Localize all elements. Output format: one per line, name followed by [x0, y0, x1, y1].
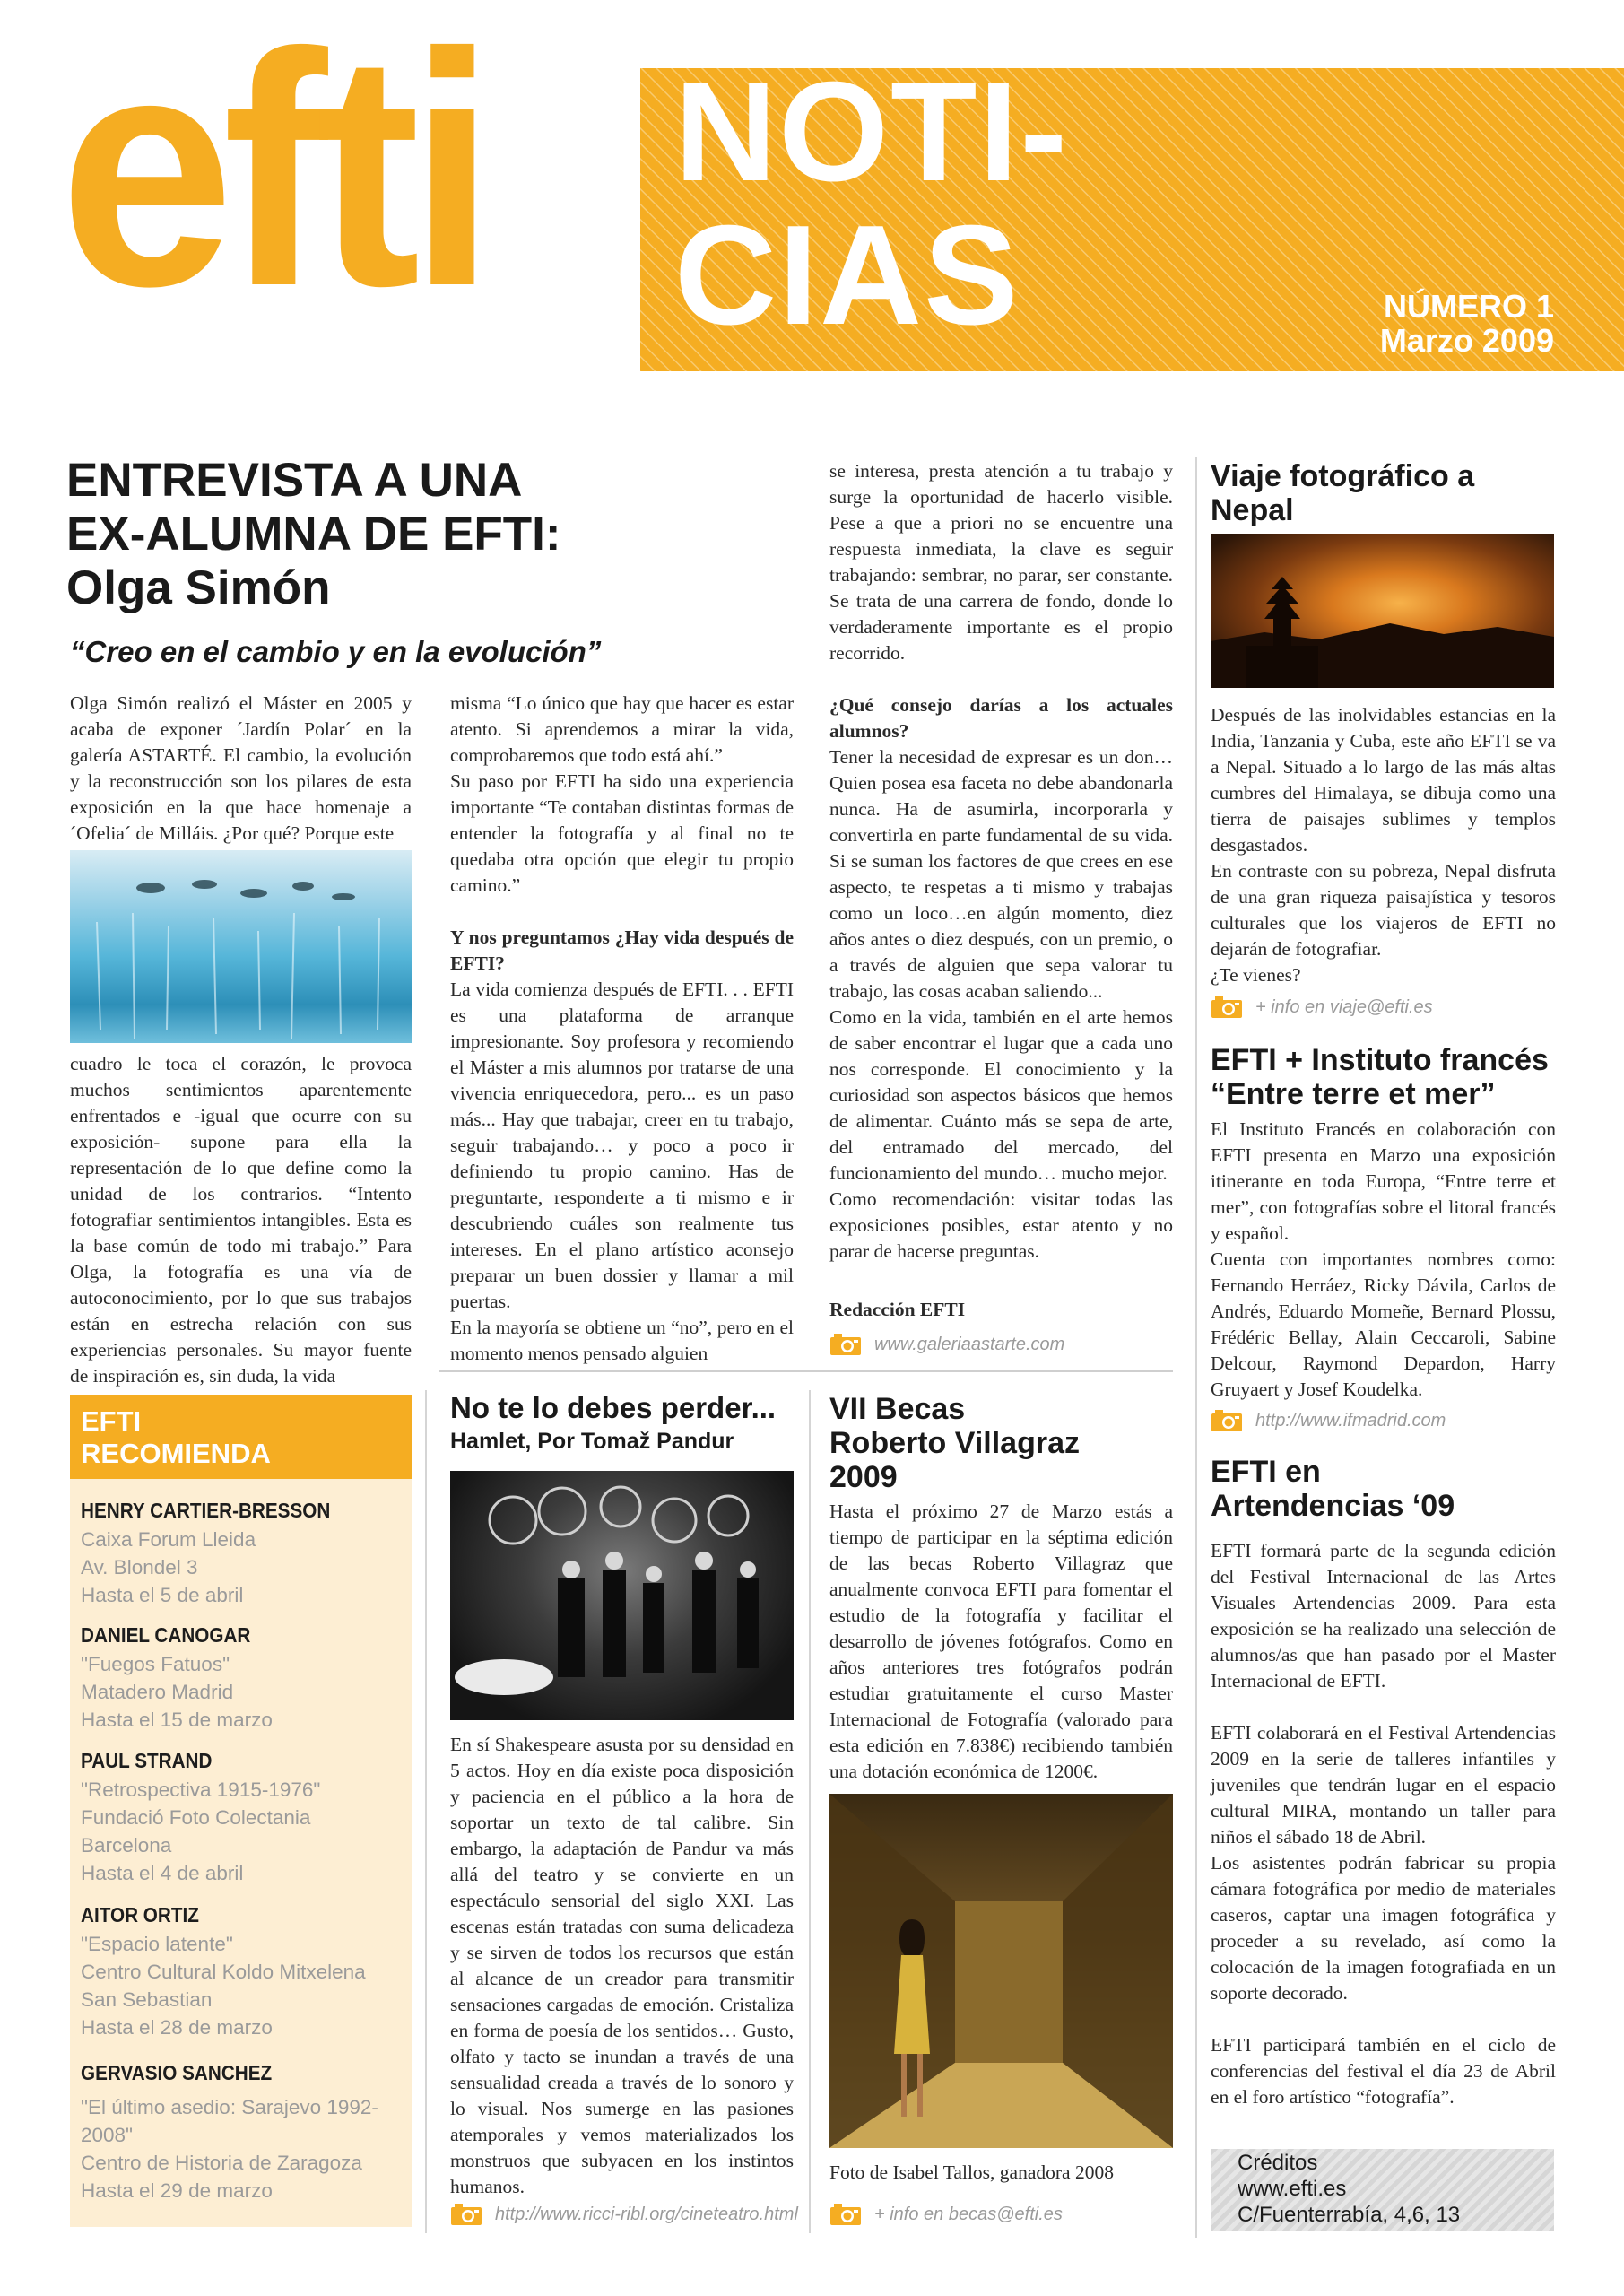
ofelia-photo	[70, 850, 412, 1043]
recomienda-header	[70, 1395, 412, 1479]
becas-photo-caption: Foto de Isabel Tallos, ganadora 2008	[829, 2161, 1114, 2183]
hamlet-photo	[450, 1471, 794, 1720]
interview-paragraph: En la mayoría se obtiene un “no”, pero en el momento menos pensado alguien	[450, 1317, 794, 1364]
frances-article	[1211, 1043, 1569, 1111]
camera-icon	[450, 2203, 482, 2226]
frances-title-line1: EFTI + Instituto francés	[1211, 1043, 1549, 1077]
interview-byline: Redacción EFTI	[829, 1299, 966, 1320]
interview-paragraph: misma “Lo único que hay que hacer es estar atento. Si aprendemos a mirar la vida, comprobaremos que todo está ahí.”	[450, 692, 794, 766]
becas-title-line1: VII Becas	[829, 1392, 966, 1426]
rec-venue: Matadero Madrid	[81, 1681, 234, 1703]
nepal-title-line1: Viaje fotográfico a	[1211, 459, 1475, 493]
frances-body	[1211, 1117, 1556, 1403]
interview-paragraph: La vida comienza después de EFTI. . . EFTI es una plataforma de arranque impresionante. Soy profesora y recomiendo el Máster a mis alumnos por tratarse de una vivencia enriquecedora, pero... es un paso más... Hay que trabajar, creer en tu trabajo, seguir trabajando… y poco a poco ir definiendo tu propio camino. Has de preguntarte, responderte a ti mismo e ir descubriendo cuáles son realmente tus intereses. En el plano artístico aconsejo preparar un buen dossier y llamar a mil puertas.	[450, 978, 794, 1312]
recomienda-item	[81, 1495, 413, 1609]
becas-info-link-text[interactable]: + info en becas@efti.es	[874, 2204, 1063, 2224]
rec-dates: Hasta el 15 de marzo	[81, 1709, 273, 1731]
camera-icon	[829, 1333, 862, 1356]
recomienda-title-line2: RECOMIENDA	[81, 1438, 271, 1469]
nepal-article	[1211, 459, 1556, 527]
nepal-photo-silhouette	[1211, 534, 1554, 688]
artendencias-article	[1211, 1455, 1556, 1523]
rec-exhibition: "Espacio latente"	[81, 1933, 233, 1955]
recomienda-item	[81, 1900, 413, 2041]
nepal-info-link-text[interactable]: + info en viaje@efti.es	[1255, 996, 1433, 1017]
rec-exhibition: "El último asedio: Sarajevo 1992-	[81, 2096, 378, 2118]
rec-artist-name: AITOR ORTIZ	[81, 1903, 199, 1926]
interview-title-line3: Olga Simón	[66, 561, 331, 614]
nepal-paragraph: En contraste con su pobreza, Nepal disfruta de una gran riqueza paisajística y tesoros culturales que los viajeros de EFTI no dejarán de fotografiar.	[1211, 860, 1556, 960]
rec-dates: Hasta el 28 de marzo	[81, 2016, 273, 2039]
artendencias-body	[1211, 1538, 1556, 2110]
ifmadrid-link[interactable]	[1211, 1409, 1446, 1432]
hamlet-photo-scene	[450, 1471, 794, 1720]
nepal-photo	[1211, 534, 1554, 688]
camera-icon	[1211, 996, 1243, 1019]
credits-address: C/Fuenterrabía, 4,6, 13	[1238, 2203, 1461, 2227]
interview-paragraph: Tener la necesidad de expresar es un don… Quien posea esa faceta no debe abandonarla nunca. Ha de asumirla, incorporarla y convertirla en parte fundamental de su vida. Si se suman los factores de que crees en ese aspecto, te respetas a ti mismo y trabajas como un loco…en algún momento, diez años antes o diez después, con un premio, o a través de alguien que sepa valorar tu trabajo, las cosas acaban saliendo...	[829, 746, 1173, 1002]
rec-exhibition: "Fuegos Fatuos"	[81, 1653, 230, 1675]
becas-photo-scene	[829, 1794, 1173, 2148]
cineteatro-link[interactable]	[450, 2203, 798, 2226]
camera-icon	[829, 2203, 862, 2226]
artendencias-title-line2: Artendencias ‘09	[1211, 1489, 1455, 1523]
rec-exhibition: "Retrospectiva 1915-1976"	[81, 1779, 321, 1801]
interview-col1-top: Olga Simón realizó el Máster en 2005 y acaba de exponer ´Jardín Polar´ en la galería ASTARTÉ. El cambio, la evolución y la reconstrucción son los pilares de esta exposición en la que hace homenaje a ´Ofelia´ de Milláis. ¿Por qué? Porque este	[70, 692, 412, 844]
nepal-info-link[interactable]	[1211, 996, 1433, 1019]
rec-venue: Fundació Foto Colectania	[81, 1806, 311, 1829]
ofelia-photo-texture	[70, 850, 412, 1043]
rec-artist-name: GERVASIO SANCHEZ	[81, 2061, 273, 2084]
rec-artist-name: HENRY CARTIER-BRESSON	[81, 1499, 331, 1522]
frances-paragraph: El Instituto Francés en colaboración con EFTI presenta en Marzo una exposición itinerante en toda Europa, “Entre terre et mer”, con fotografías sobre el litoral francés y español.	[1211, 1118, 1556, 1244]
rec-city: Barcelona	[81, 1834, 172, 1857]
interview-question: Y nos preguntamos ¿Hay vida después de EFTI?	[450, 926, 794, 974]
interview-col2	[450, 691, 794, 1367]
interview-col3	[829, 458, 1173, 1265]
issue-number: NÚMERO 1	[1383, 288, 1554, 325]
becas-title-line3: 2009	[829, 1460, 898, 1494]
interview-paragraph: Como en la vida, también en el arte hemos de saber encontrar el lugar que a cada uno nos corresponde. El conocimiento y la curiosidad son aspectos básicos que hemos de alimentar. Cuánto más se sepa de arte, del entramado del mercado, del funcionamiento del mundo… mucho mejor.	[829, 1006, 1173, 1184]
becas-title-line2: Roberto Villagraz	[829, 1426, 1080, 1460]
column-rule	[809, 1390, 811, 2233]
credits-title: Créditos	[1238, 2151, 1318, 2175]
artendencias-paragraph: Los asistentes podrán fabricar su propia cámara fotográfica por medio de materiales caseros, captar una imagen fotográfica y proceder a su revelado, así como la colocación de la imagen fotografiada en un soporte decorado.	[1211, 1852, 1556, 2004]
galeria-link[interactable]	[829, 1333, 1064, 1356]
efti-logo: efti	[59, 0, 485, 355]
credits-website: www.efti.es	[1238, 2177, 1347, 2201]
rec-city: San Sebastian	[81, 1988, 213, 2011]
hamlet-body: En sí Shakespeare asusta por su densidad en 5 actos. Hoy en día existe poca disposición y paciencia en el público a la hora de soportar un texto de tal calibre. Sin embargo, la adaptación de Pandur va más allá del teatro y se convierte en un espectáculo sensorial del siglo XXI. Las escenas están tratadas con suma delicadeza y se sirven de todos los recursos que están al alcance de un creador para transmitir sensaciones cargadas de emoción. Cristaliza en forma de poesía de los sentidos… Gusto, olfato y tacto se inundan a través de una sensualidad creada a través de lo sonoro y lo visual. Nos sumerge en las pasiones atemporales y vemos materializados los monstruos que subyacen en los instintos humanos.	[450, 1734, 794, 2197]
rec-venue: Caixa Forum Lleida	[81, 1528, 256, 1551]
rec-artist-name: PAUL STRAND	[81, 1749, 213, 1772]
galeria-link-text[interactable]: www.galeriaastarte.com	[874, 1334, 1065, 1354]
column-rule	[1195, 457, 1197, 2238]
interview-subtitle: “Creo en el cambio y en la evolución”	[70, 635, 602, 668]
section-divider	[439, 1370, 1173, 1372]
masthead-title-line1: NOTI-	[674, 53, 1070, 211]
recomienda-item	[81, 1745, 413, 1887]
recomienda-title-line1: EFTI	[81, 1405, 142, 1437]
issue-date: Marzo 2009	[1379, 322, 1554, 359]
recomienda-item	[81, 1620, 413, 1734]
recomienda-item	[81, 2057, 413, 2205]
interview-question: ¿Qué consejo darías a los actuales alumnos?	[829, 694, 1173, 742]
rec-venue: Centro Cultural Koldo Mitxelena	[81, 1961, 366, 1983]
credits-box	[1211, 2149, 1554, 2231]
hamlet-subtitle: Hamlet, Por Tomaž Pandur	[450, 1429, 734, 1454]
masthead-title-line2: CIAS	[674, 196, 1020, 354]
hamlet-title: No te lo debes perder...	[450, 1391, 777, 1424]
interview-paragraph: se interesa, presta atención a tu trabajo y surge la oportunidad de hacerlo visible. Pese a que a priori no se encuentre una respuesta inmediata, la clave es seguir trabajando: sembrar, no parar, ser constante. Se trata de una carrera de fondo, donde lo verdaderamente importante es el propio recorrido.	[829, 460, 1173, 664]
cineteatro-link-text[interactable]: http://www.ricci-ribl.org/cineteatro.html	[495, 2204, 798, 2224]
interview-headline	[66, 454, 622, 615]
ifmadrid-link-text[interactable]: http://www.ifmadrid.com	[1255, 1410, 1446, 1431]
frances-title-line2: “Entre terre et mer”	[1211, 1077, 1496, 1111]
nepal-paragraph: Después de las inolvidables estancias en la India, Tanzania y Cuba, este año EFTI se va a Nepal. Situado a lo largo de las más altas cumbres del Himalaya, se dibuja como una tierra de paisajes sublimes y templos desgastados.	[1211, 704, 1556, 856]
rec-artist-name: DANIEL CANOGAR	[81, 1623, 251, 1647]
artendencias-paragraph: EFTI participará también en el ciclo de conferencias del festival el día 23 de Abril en el foro artístico “fotografía”.	[1211, 2034, 1556, 2108]
rec-dates: Hasta el 5 de abril	[81, 1584, 244, 1606]
interview-title-line1: ENTREVISTA A UNA	[66, 454, 523, 507]
artendencias-title-line1: EFTI en	[1211, 1455, 1321, 1489]
nepal-paragraph: ¿Te vienes?	[1211, 964, 1301, 986]
artendencias-paragraph: EFTI formará parte de la segunda edición del Festival Internacional de las Artes Visuales Artendencias 2009. Para esta exposición se ha realizado una selección de alumnos/as que han pasado por el Master Internacional de EFTI.	[1211, 1540, 1556, 1692]
artendencias-paragraph: EFTI colaborará en el Festival Artendencias 2009 en la serie de talleres infantiles y juveniles que tendrán lugar en el espacio cultural MIRA, montando un taller para niños el sábado 18 de Abril.	[1211, 1722, 1556, 1848]
nepal-body	[1211, 702, 1556, 988]
becas-photo	[829, 1794, 1173, 2148]
becas-info-link[interactable]	[829, 2203, 1063, 2226]
interview-paragraph: Como recomendación: visitar todas las exposiciones posibles, estar atento y no parar de hacerse preguntas.	[829, 1188, 1173, 1262]
camera-icon	[1211, 1409, 1243, 1432]
rec-address: Av. Blondel 3	[81, 1556, 198, 1578]
nepal-title-line2: Nepal	[1211, 493, 1294, 527]
rec-exhibition-cont: 2008"	[81, 2124, 134, 2146]
frances-paragraph: Cuenta con importantes nombres como: Fernando Herráez, Ricky Dávila, Carlos de Andrés, Eduardo Momeñe, Bernard Plossu, Frédéric Bellay, Alain Ceccaroli, Sabine Delcour, Raymond Depardon, Harry Gruyaert y Josef Koudelka.	[1211, 1248, 1556, 1400]
interview-title-line2: EX-ALUMNA DE EFTI:	[66, 508, 561, 561]
rec-venue: Centro de Historia de Zaragoza	[81, 2152, 362, 2174]
interview-col1-bottom: cuadro le toca el corazón, le provoca muchos sentimientos aparentemente enfrentados e -igual que ocurre con su exposición- supone para ella la representación de lo que define como la unidad de los contrarios. “Intento fotografiar sentimientos intangibles. Esta es la base común de todo mi trabajo.” Para Olga, la fotografía es una vía de autoconocimiento, por lo que sus trabajos están en estrecha relación con sus experiencias personales. Su mayor fuente de inspiración es, sin duda, la vida	[70, 1053, 412, 1387]
interview-paragraph: Su paso por EFTI ha sido una experiencia importante “Te contaban distintas formas de entender la fotografía y al final no te quedaba otra opción que elegir tu propio camino.”	[450, 770, 794, 896]
column-rule	[425, 1390, 427, 2233]
rec-dates: Hasta el 29 de marzo	[81, 2179, 273, 2202]
rec-dates: Hasta el 4 de abril	[81, 1862, 244, 1884]
becas-article	[829, 1392, 1175, 1494]
becas-body: Hasta el próximo 27 de Marzo estás a tiempo de participar en la séptima edición de las becas Roberto Villagraz que anualmente convoca EFTI para fomentar el estudio de la fotografía y facilitar el desarrollo de jóvenes fotógrafos. Como en años anteriores tres fotógrafos podrán estudiar gratuitamente el curso Master Internacional de Fotografía (valorado para esta edición en 7.838€) recibiendo también una dotación económica de 1200€.	[829, 1500, 1173, 1782]
